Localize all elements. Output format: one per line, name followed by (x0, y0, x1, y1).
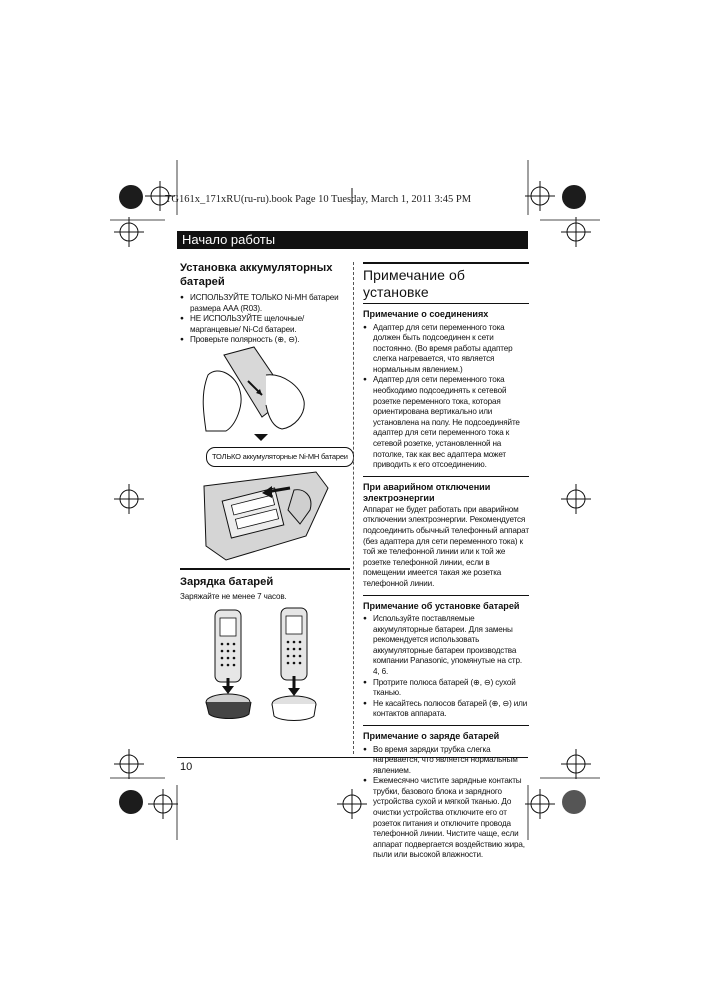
registration-mark-right-mid (561, 217, 591, 247)
registration-mark-bottom-right (525, 789, 555, 819)
battery-install-bullet: ● Используйте поставляемые аккумуляторные батареи. Для замены рекомендуется использовать аккумуляторные батареи производства компании Panasonic, упомянутые на стр. 4, 6. (363, 614, 529, 678)
title-rule (363, 262, 529, 264)
battery-install-heading: Примечание об установке батарей (363, 600, 520, 611)
install-bullet: ● НЕ ИСПОЛЬЗУЙТЕ щелочные/марганцевые/ Ni-Cd батареи. (180, 314, 350, 335)
battery-install-bullet: ● Не касайтесь полюсов батарей (⊕, ⊖) или контактов аппарата. (363, 699, 529, 720)
registration-mark-left-mid2 (114, 484, 144, 514)
book-file-line: TG161x_171xRU(ru-ru).book Page 10 Tuesday, March 1, 2011 3:45 PM (165, 194, 472, 205)
install-bullet: ● ИСПОЛЬЗУЙТЕ ТОЛЬКО Ni-MH батареи размера AAA (R03). (180, 293, 350, 314)
color-dot-top-right (562, 185, 586, 209)
right-column (363, 265, 529, 861)
battery-charge-heading: Примечание о заряде батарей (363, 731, 500, 741)
registration-mark-left-low (114, 749, 144, 779)
color-dot-top-left (119, 185, 143, 209)
battery-charge-bullet: ● Ежемесячно чистите зарядные контакты трубки, базового блока и зарядного устройства сухой и мягкой тканью. До очистки устройства отключите его от розеток питания и отключите провода телефонной линии. Чистите чаще, если аппарат подвергается воздействию жира, пыли или высокой влажности. (363, 776, 529, 861)
install-bullets (180, 293, 350, 346)
page-number: 10 (180, 761, 193, 773)
charging-text: Заряжайте не менее 7 часов. (180, 592, 287, 601)
battery-compartment-illustration (196, 466, 336, 566)
section-rule (363, 725, 529, 726)
battery-charge-bullet: ● Во время зарядки трубка слегка нагревается, что является нормальным явлением. (363, 745, 529, 777)
charging-illustration (205, 606, 330, 724)
registration-mark-right-mid2 (561, 484, 591, 514)
registration-mark-right-low (561, 749, 591, 779)
registration-mark-top-right (525, 181, 555, 211)
power-failure-heading: При аварийном отключении электроэнергии (363, 481, 491, 504)
left-column (180, 261, 350, 346)
battery-install-bullet: ● Протрите полюса батарей (⊕, ⊖) сухой тканью. (363, 678, 529, 699)
section-rule (363, 595, 529, 596)
registration-mark-bottom-left (148, 789, 178, 819)
color-dot-bottom-left (119, 790, 143, 814)
connections-bullet: ● Адаптер для сети переменного тока необходимо подсоединять к сетевой розетке переменного тока, которая ориентирована вертикально или установлена на полу. Не подсоединяйте адаптер для сети переменного тока к сетевой розетке, установленной на потолке, так как вес адаптера может приводить к его отсоединению. (363, 375, 529, 470)
section-rule (363, 476, 529, 477)
battery-install-bullets (363, 614, 529, 720)
power-failure-text: Аппарат не будет работать при аварийном отключении электроэнергии. Рекомендуется подсоединить обычный телефонный аппарат (без адаптера для сети переменного тока) к той же телефонной линии или к той же розетке телефонной линии, если в помещении имеется такая же розетка телефонной линии. (363, 504, 529, 588)
battery-cover-illustration (196, 345, 316, 435)
connections-bullet: ● Адаптер для сети переменного тока должен быть подсоединен к сети постоянно. (Во время работы адаптер слегка нагревается, что является нормальным явлением.) (363, 323, 529, 376)
section-rule (180, 568, 350, 570)
section-header-bar: Начало работы (177, 231, 528, 249)
battery-charge-bullets (363, 745, 529, 862)
charging-title: Зарядка батарей (180, 576, 274, 588)
charging-section (180, 568, 350, 603)
color-dot-bottom-right (562, 790, 586, 814)
install-bullet: ● Проверьте полярность (⊕, ⊖). (180, 335, 350, 346)
registration-mark-left-mid (114, 217, 144, 247)
connections-heading: Примечание о соединениях (363, 309, 489, 319)
title-underline (363, 303, 529, 304)
footer-rule (177, 757, 528, 758)
column-divider (353, 262, 354, 754)
nimh-only-callout: ТОЛЬКО аккумуляторные Ni-MH батареи (206, 447, 354, 467)
connections-bullets (363, 323, 529, 471)
install-batteries-title: Установка аккумуляторных батарей (180, 262, 333, 288)
down-arrow-icon (254, 434, 268, 442)
installation-note-title: Примечание об установке (363, 267, 466, 300)
